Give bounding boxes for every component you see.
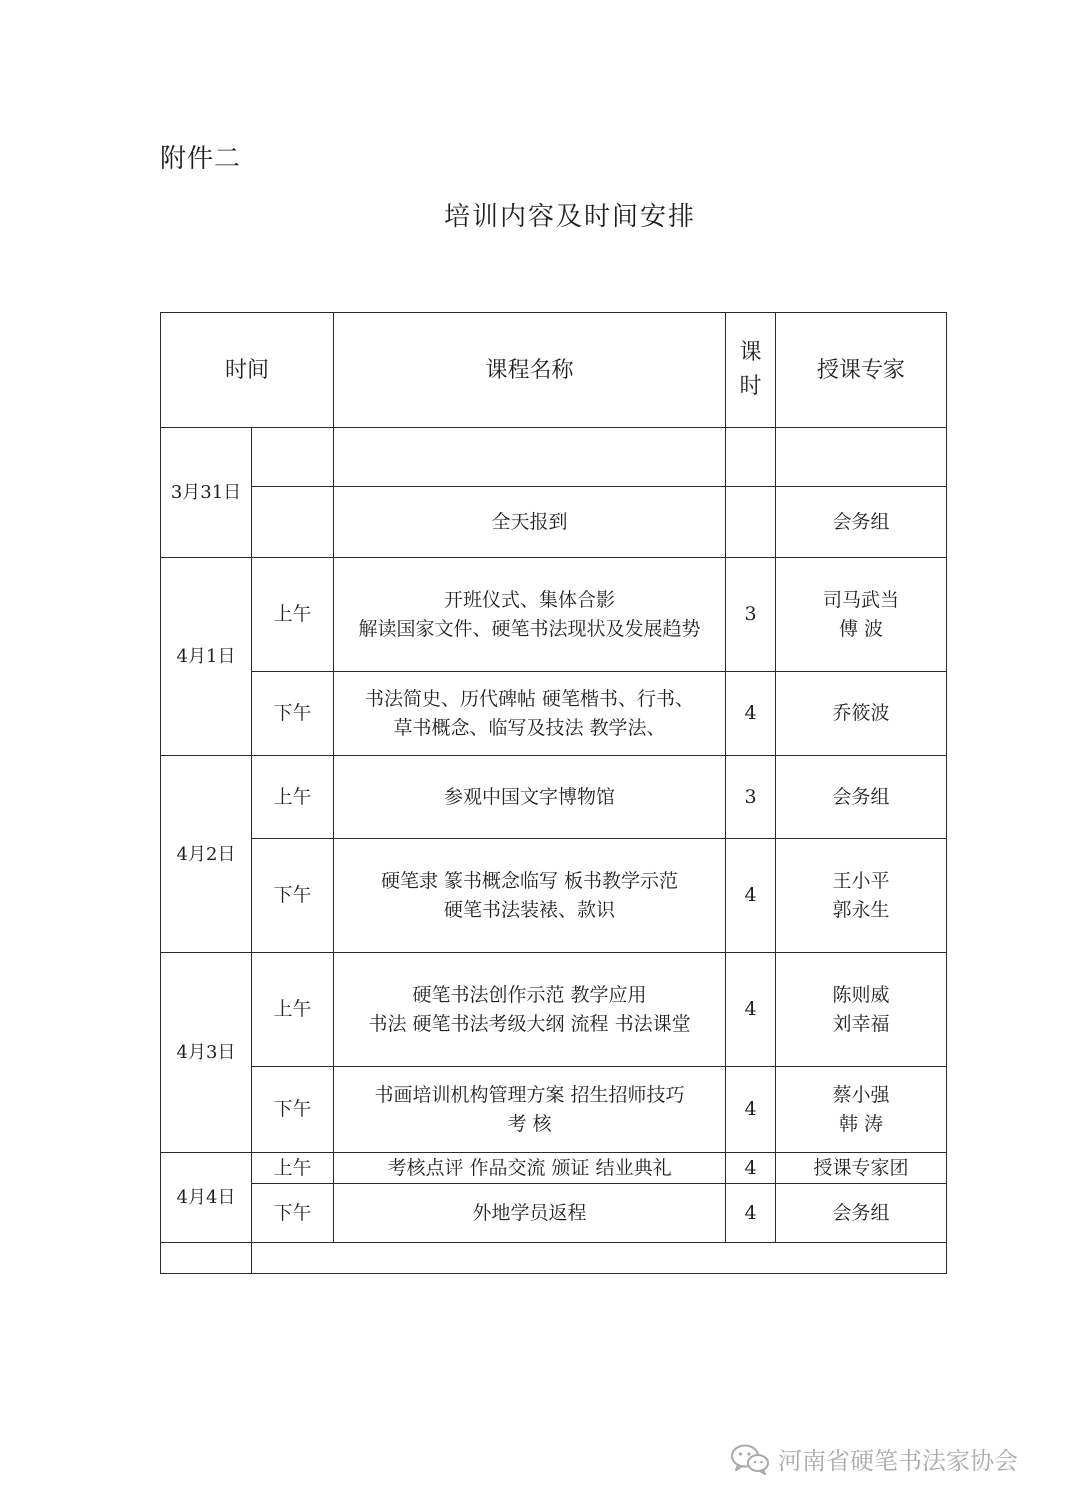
course-line: 开班仪式、集体合影 xyxy=(444,588,616,611)
course-line: 书法 硬笔书法考级大纲 流程 书法课堂 xyxy=(368,1012,691,1035)
course-cell xyxy=(334,953,726,1067)
course-line: 硬笔隶 篆书概念临写 板书教学示范 xyxy=(380,869,679,892)
expert-line: 司马武当 xyxy=(823,588,900,611)
hours-cell xyxy=(726,487,776,558)
table-row xyxy=(161,428,947,487)
hours-cell: 4 xyxy=(726,953,776,1067)
table-row xyxy=(161,1153,947,1184)
expert-cell xyxy=(776,953,947,1067)
empty-cell xyxy=(726,428,776,487)
period-cell: 下午 xyxy=(252,839,334,953)
table-row xyxy=(161,839,947,953)
expert-line: 乔筱波 xyxy=(832,702,890,724)
course-line: 外地学员返程 xyxy=(472,1201,587,1224)
course-line: 考核点评 作品交流 颁证 结业典礼 xyxy=(387,1156,672,1179)
period-cell: 上午 xyxy=(252,953,334,1067)
hours-cell: 3 xyxy=(726,558,776,672)
table-row xyxy=(161,1067,947,1153)
header-course: 课程名称 xyxy=(334,313,726,428)
header-row xyxy=(161,313,947,428)
expert-cell xyxy=(776,1153,947,1184)
table-row xyxy=(161,558,947,672)
empty-cell xyxy=(252,1243,947,1274)
table-row xyxy=(161,1243,947,1274)
course-line: 书法简史、历代碑帖 硬笔楷书、行书、 xyxy=(364,687,695,710)
period-cell: 上午 xyxy=(252,1153,334,1184)
header-time: 时间 xyxy=(161,313,334,428)
expert-cell xyxy=(776,672,947,756)
expert-line: 郭永生 xyxy=(832,898,890,921)
table-row xyxy=(161,672,947,756)
expert-line: 授课专家团 xyxy=(813,1156,909,1179)
empty-cell xyxy=(776,428,947,487)
hours-cell: 3 xyxy=(726,756,776,839)
empty-cell xyxy=(252,487,334,558)
watermark-text: 河南省硬笔书法家协会 xyxy=(778,1447,1018,1475)
expert-cell xyxy=(776,1067,947,1153)
expert-line: 刘幸福 xyxy=(832,1012,890,1035)
header-hours-bottom: 时 xyxy=(739,374,762,399)
empty-cell xyxy=(161,1243,252,1274)
hours-cell: 4 xyxy=(726,1184,776,1243)
course-line: 考 核 xyxy=(507,1112,552,1135)
hours-cell: 4 xyxy=(726,1153,776,1184)
expert-line: 会务组 xyxy=(832,785,890,808)
course-cell xyxy=(334,1153,726,1184)
hours-cell: 4 xyxy=(726,672,776,756)
course-line: 参观中国文字博物馆 xyxy=(444,785,616,808)
date-cell: 4月4日 xyxy=(161,1153,252,1243)
period-cell: 上午 xyxy=(252,558,334,672)
table-row xyxy=(161,756,947,839)
expert-line: 会务组 xyxy=(832,1201,890,1224)
wechat-icon xyxy=(730,1443,770,1475)
course-line: 解读国家文件、硬笔书法现状及发展趋势 xyxy=(358,617,701,640)
expert-cell xyxy=(776,756,947,839)
expert-cell xyxy=(776,1184,947,1243)
period-cell: 上午 xyxy=(252,756,334,839)
schedule-table xyxy=(160,312,947,1274)
expert-line: 韩 涛 xyxy=(838,1112,884,1135)
course-line: 书画培训机构管理方案 招生招师技巧 xyxy=(374,1083,685,1106)
date-cell: 4月2日 xyxy=(161,756,252,953)
course-cell xyxy=(334,1184,726,1243)
course-cell xyxy=(334,756,726,839)
attachment-label: 附件二 xyxy=(160,144,242,174)
course-line: 硬笔书法装裱、款识 xyxy=(444,898,616,921)
empty-cell xyxy=(334,428,726,487)
period-cell: 下午 xyxy=(252,672,334,756)
table-row xyxy=(161,487,947,558)
course-cell xyxy=(334,1067,726,1153)
course-line: 硬笔书法创作示范 教学应用 xyxy=(412,983,647,1006)
expert-line: 王小平 xyxy=(832,869,890,892)
hours-cell: 4 xyxy=(726,839,776,953)
course-line: 草书概念、临写及技法 教学法、 xyxy=(393,716,666,739)
empty-cell xyxy=(252,428,334,487)
expert-line: 蔡小强 xyxy=(832,1083,890,1106)
period-cell: 下午 xyxy=(252,1067,334,1153)
date-cell: 3月31日 xyxy=(161,428,252,558)
table-row xyxy=(161,953,947,1067)
expert-cell xyxy=(776,558,947,672)
document-title: 培训内容及时间安排 xyxy=(443,202,696,232)
hours-cell: 4 xyxy=(726,1067,776,1153)
date-cell: 4月3日 xyxy=(161,953,252,1153)
expert-line: 傅 波 xyxy=(838,617,884,640)
date-cell: 4月1日 xyxy=(161,558,252,756)
course-cell xyxy=(334,839,726,953)
watermark xyxy=(730,1441,1018,1476)
expert-cell xyxy=(776,839,947,953)
expert-cell: 会务组 xyxy=(776,487,947,558)
course-cell xyxy=(334,672,726,756)
course-cell: 全天报到 xyxy=(334,487,726,558)
header-expert: 授课专家 xyxy=(776,313,947,428)
expert-line: 陈则威 xyxy=(832,983,890,1006)
header-hours-top: 课 xyxy=(739,340,762,365)
course-cell xyxy=(334,558,726,672)
period-cell: 下午 xyxy=(252,1184,334,1243)
header-hours xyxy=(726,313,776,428)
table-row xyxy=(161,1184,947,1243)
